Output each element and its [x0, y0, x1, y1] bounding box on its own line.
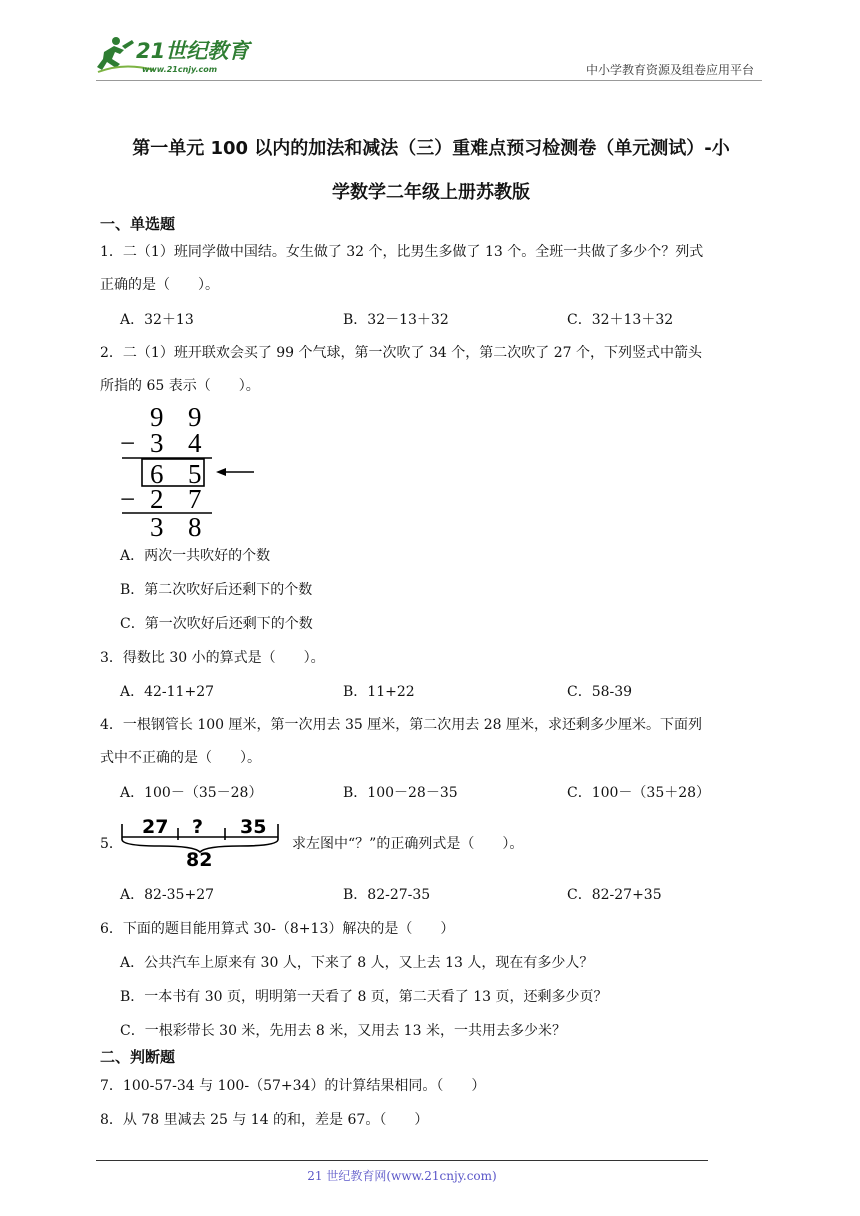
question-1-option-c[interactable]: C．32＋13＋32 [567, 312, 674, 328]
calc-digit: 3 [150, 512, 164, 540]
calc-digit: 2 [150, 484, 164, 514]
question-6-line1: 6．下面的题目能用算式 30-（8+13）解决的是（ ） [100, 921, 455, 937]
question-1-option-a[interactable]: A．32＋13 [120, 312, 194, 328]
arrow-left-icon [216, 468, 254, 476]
calc-digit: 9 [150, 402, 164, 432]
runner-icon [97, 37, 134, 70]
question-6-option-c[interactable]: C．一根彩带长 30 米，先用去 8 米，又用去 13 米，一共用去多少米？ [120, 1023, 566, 1039]
header-platform-text: 中小学教育资源及组卷应用平台 [585, 63, 754, 77]
question-4-option-a[interactable]: A．100－（35－28） [120, 785, 263, 801]
page-title-line2: 学数学二年级上册苏教版 [332, 182, 530, 203]
question-3-option-b[interactable]: B．11+22 [343, 684, 415, 700]
question-2-option-c[interactable]: C．第一次吹好后还剩下的个数 [120, 616, 313, 632]
segment-bracket-diagram [120, 816, 288, 868]
question-5-option-c[interactable]: C．82-27+35 [567, 887, 662, 903]
calc-minus: − [120, 484, 136, 514]
footer-divider [96, 1160, 708, 1161]
segment-label-left: 27 [142, 816, 169, 838]
question-4-line2: 式中不正确的是（ ）。 [100, 750, 261, 766]
question-8-line1: 8．从 78 里减去 25 与 14 的和，差是 67。（ ） [100, 1112, 429, 1128]
question-7-line1: 7．100-57-34 与 100-（57+34）的计算结果相同。（ ） [100, 1078, 486, 1094]
question-5-number: 5． [100, 836, 123, 852]
segment-label-unknown: ? [192, 816, 204, 838]
footer-text[interactable]: 21 世纪教育网(www.21cnjy.com) [307, 1169, 497, 1183]
calc-digit: 6 [150, 459, 164, 489]
calc-digit: 5 [188, 459, 202, 489]
question-1-line1: 1．二（1）班同学做中国结。女生做了 32 个，比男生多做了 13 个。全班一共做了多少个？列式 [100, 244, 704, 260]
question-5-text: 求左图中“？”的正确列式是（ ）。 [292, 836, 524, 852]
calc-minus: − [120, 428, 136, 458]
question-2-line1: 2．二（1）班开联欢会买了 99 个气球，第一次吹了 34 个，第二次吹了 27 个，下列竖式中箭头 [100, 345, 702, 361]
site-logo [94, 32, 264, 80]
section-title-true-false: 二、判断题 [100, 1048, 176, 1066]
question-3-option-c[interactable]: C．58-39 [567, 684, 633, 700]
logo-text: 21世纪教育 [136, 39, 250, 63]
question-3-line1: 3．得数比 30 小的算式是（ ）。 [100, 650, 325, 666]
question-1-line2: 正确的是（ ）。 [100, 277, 219, 293]
question-2-option-a[interactable]: A．两次一共吹好的个数 [120, 548, 271, 564]
segment-label-right: 35 [240, 816, 267, 838]
question-6-option-a[interactable]: A．公共汽车上原来有 30 人，下来了 8 人，又上去 13 人，现在有多少人？ [120, 955, 594, 971]
question-5-option-a[interactable]: A．82-35+27 [120, 887, 215, 903]
calc-digit: 9 [188, 402, 202, 432]
question-4-option-c[interactable]: C．100－（35＋28） [567, 785, 711, 801]
calc-digit: 3 [150, 428, 164, 458]
calc-digit: 4 [188, 428, 202, 458]
logo-url: www.21cnjy.com [142, 65, 218, 74]
question-4-option-b[interactable]: B．100－28－35 [343, 785, 458, 801]
question-2-option-b[interactable]: B．第二次吹好后还剩下的个数 [120, 582, 313, 598]
question-1-option-b[interactable]: B．32－13＋32 [343, 312, 449, 328]
section-title-single-choice: 一、单选题 [100, 215, 176, 233]
header-divider [96, 80, 762, 81]
page-title-line1: 第一单元 100 以内的加法和减法（三）重难点预习检测卷（单元测试）-小 [132, 138, 730, 159]
question-3-option-a[interactable]: A．42-11+27 [120, 684, 215, 700]
question-2-line2: 所指的 65 表示（ ）。 [100, 378, 260, 394]
vertical-calculation-figure [116, 402, 266, 540]
question-4-line1: 4．一根钢管长 100 厘米，第一次用去 35 厘米，第二次用去 28 厘米，求还剩多少厘米。下面列 [100, 717, 702, 733]
question-5-option-b[interactable]: B．82-27-35 [343, 887, 431, 903]
calc-digit: 7 [188, 484, 202, 514]
question-6-option-b[interactable]: B．一本书有 30 页，明明第一天看了 8 页，第二天看了 13 页，还剩多少页？ [120, 989, 608, 1005]
segment-label-total: 82 [186, 849, 213, 868]
calc-digit: 8 [188, 512, 202, 540]
